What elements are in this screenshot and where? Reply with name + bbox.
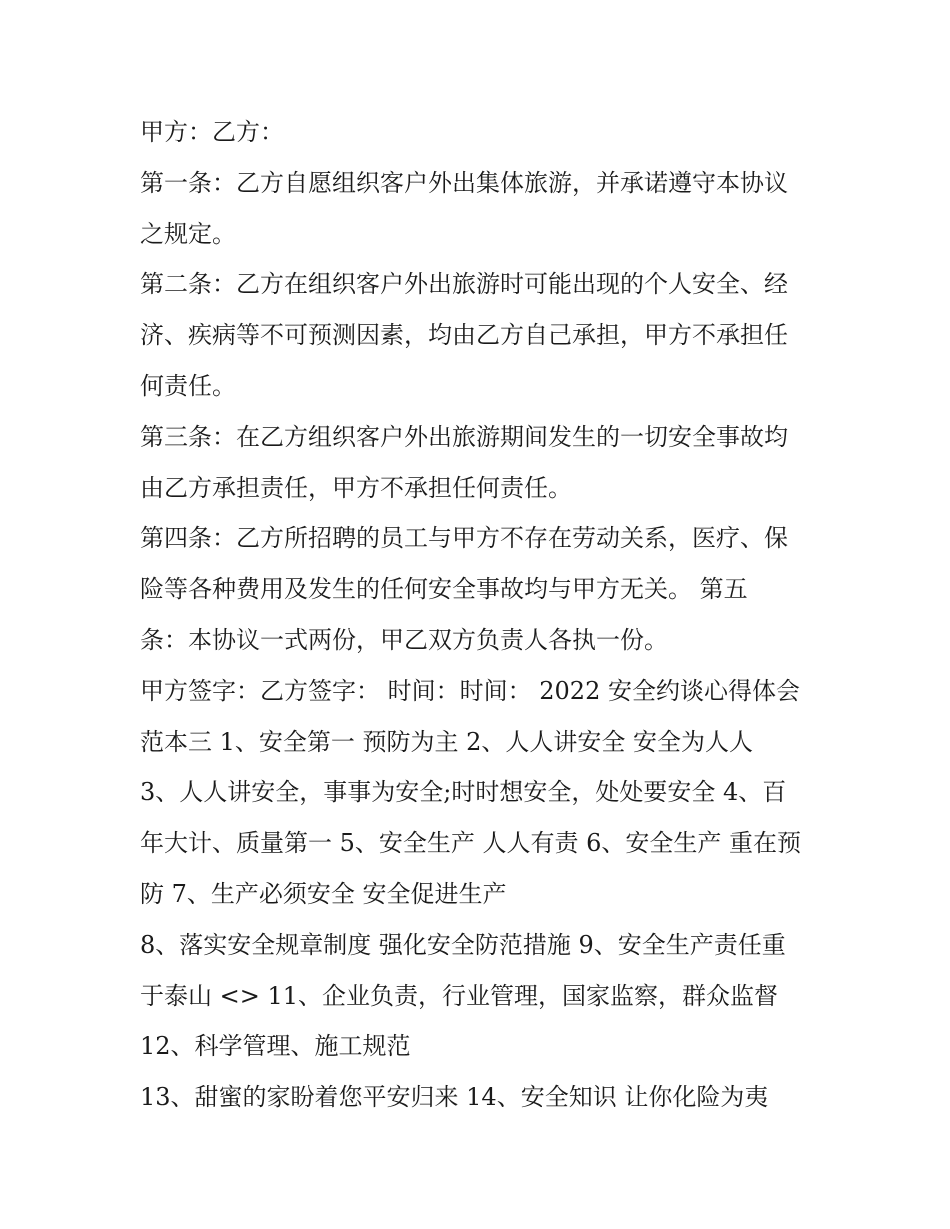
text-line-article-1-cont: 之规定。 — [140, 219, 236, 248]
text-line-slogans-2: 3、人人讲安全，事事为安全;时时想安全，处处要安全 4、百 — [140, 778, 787, 807]
text-line-article-3: 第三条：在乙方组织客户外出旅游期间发生的一切安全事故均 — [140, 422, 788, 451]
text-line-article-2: 第二条：乙方在组织客户外出旅游时可能出现的个人安全、经 — [140, 270, 788, 299]
text-line-slogans-6: 于泰山 <> 11、企业负责，行业管理，国家监察，群众监督 — [140, 981, 779, 1010]
text-line-article-2-cont: 济、疾病等不可预测因素，均由乙方自己承担，甲方不承担任 — [140, 321, 788, 350]
text-line-party-header: 甲方：乙方： — [140, 118, 284, 146]
text-line-article-5: 条：本协议一式两份，甲乙双方负责人各执一份。 — [140, 625, 668, 654]
text-line-signatures: 甲方签字：乙方签字： 时间：时间： 2022 安全约谈心得体会 — [140, 676, 800, 705]
text-line-slogans-8: 13、甜蜜的家盼着您平安归来 14、安全知识 让你化险为夷 — [140, 1083, 769, 1112]
document-body — [140, 107, 820, 1123]
text-line-slogans-7: 12、科学管理、施工规范 — [140, 1032, 411, 1061]
text-line-slogans-5: 8、落实安全规章制度 强化安全防范措施 9、安全生产责任重 — [140, 930, 786, 959]
text-line-article-4: 第四条：乙方所招聘的员工与甲方不存在劳动关系，医疗、保 — [140, 524, 788, 553]
text-line-article-3-cont: 由乙方承担责任，甲方不承担任何责任。 — [140, 473, 572, 502]
text-line-article-4-cont: 险等各种费用及发生的任何安全事故均与甲方无关。 第五 — [140, 575, 748, 604]
text-line-slogans-3: 年大计、质量第一 5、安全生产 人人有责 6、安全生产 重在预 — [140, 829, 802, 858]
text-line-slogans-1: 范本三 1、安全第一 预防为主 2、人人讲安全 安全为人人 — [140, 727, 754, 756]
text-line-slogans-4: 防 7、生产必须安全 安全促进生产 — [140, 879, 507, 908]
text-line-article-2-end: 何责任。 — [140, 371, 236, 400]
text-line-article-1: 第一条：乙方自愿组织客户外出集体旅游，并承诺遵守本协议 — [140, 168, 788, 197]
